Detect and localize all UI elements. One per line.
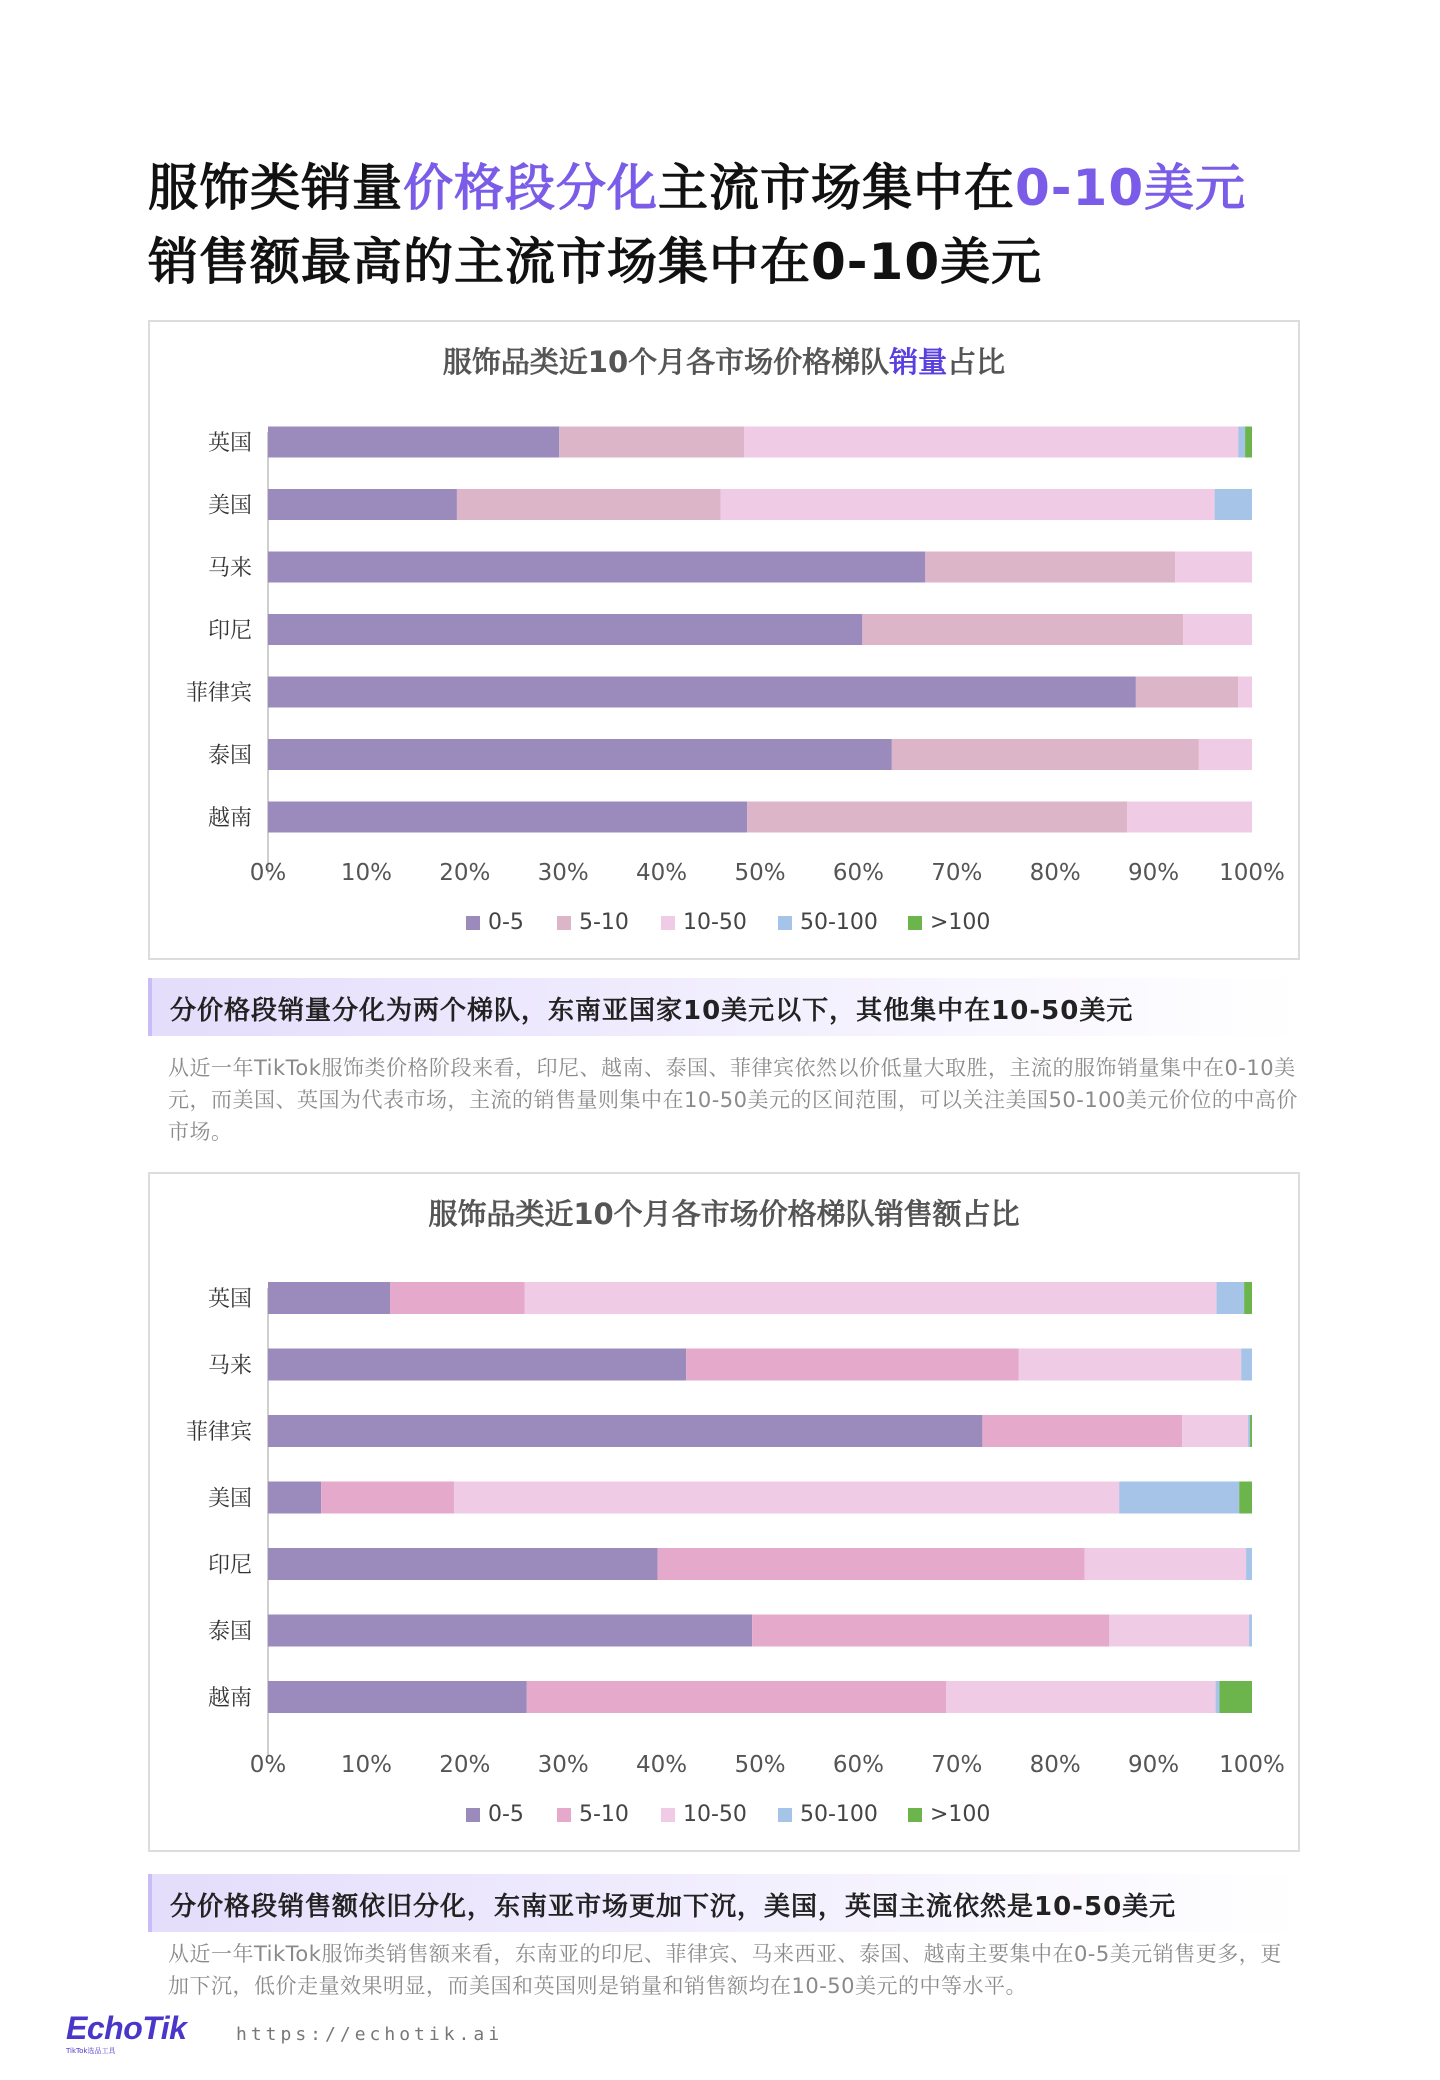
bar-segment	[268, 1681, 527, 1713]
chart-title-part: 占比	[947, 345, 1006, 379]
x-tick-label: 40%	[636, 860, 688, 886]
x-tick-label: 10%	[340, 860, 392, 886]
bar-segment	[268, 1548, 658, 1580]
chart-title: 服饰品类近10个月各市场价格梯队销售额占比	[428, 1197, 1020, 1231]
bar-segment	[1250, 1415, 1252, 1447]
x-tick-label: 70%	[931, 860, 983, 886]
x-tick-label: 100%	[1219, 1752, 1285, 1778]
legend-label: 0-5	[488, 910, 524, 935]
section1-banner-text: 分价格段销量分化为两个梯队，东南亚国家10美元以下，其他集中在10-50美元	[170, 996, 1134, 1026]
category-label: 美国	[207, 1486, 252, 1512]
legend-swatch	[466, 916, 480, 930]
x-tick-label: 60%	[832, 1752, 884, 1778]
echotik-logo-subtitle: TikTok选品工具	[66, 2047, 116, 2055]
legend-swatch	[557, 1808, 571, 1822]
legend-label: >100	[930, 910, 991, 935]
bar-segment	[744, 427, 1238, 458]
sales-volume-chart-svg	[150, 322, 1298, 958]
sales-amount-chart	[148, 1172, 1300, 1852]
x-tick-label: 20%	[439, 860, 491, 886]
category-label: 英国	[207, 1287, 252, 1312]
bar-segment	[268, 677, 1136, 708]
legend-label: 10-50	[683, 910, 747, 935]
legend-swatch	[908, 916, 922, 930]
bar-segment	[268, 489, 457, 520]
bar-segment	[1183, 614, 1252, 645]
bar-segment	[1244, 1282, 1252, 1314]
bar-segment	[268, 1415, 982, 1447]
bar-segment	[1175, 552, 1252, 583]
bar-segment	[1182, 1415, 1248, 1447]
x-tick-label: 50%	[734, 860, 786, 886]
bar-segment	[527, 1681, 946, 1713]
legend-label: 0-5	[488, 1802, 524, 1827]
sales-volume-chart	[148, 320, 1300, 960]
bar-segment	[1248, 1415, 1250, 1447]
bar-segment	[1085, 1548, 1246, 1580]
chart-title	[443, 345, 1005, 379]
category-label: 泰国	[207, 743, 252, 769]
category-label: 印尼	[207, 618, 252, 644]
bar-segment	[892, 739, 1199, 770]
legend-label: 5-10	[579, 1802, 629, 1827]
bar-segment	[686, 1349, 1019, 1381]
x-tick-label: 20%	[439, 1752, 491, 1778]
bar-segment	[390, 1282, 525, 1314]
x-tick-label: 30%	[537, 1752, 589, 1778]
bar-segment	[559, 427, 744, 458]
footer-url[interactable]: https://echotik.ai	[236, 2024, 504, 2045]
bar-segment	[1249, 1615, 1252, 1647]
x-tick-label: 90%	[1128, 1752, 1180, 1778]
x-tick-label: 30%	[537, 860, 589, 886]
bar-segment	[1109, 1615, 1249, 1647]
bar-segment	[862, 614, 1183, 645]
legend-swatch	[908, 1808, 922, 1822]
bar-segment	[1199, 739, 1252, 770]
legend-swatch	[661, 1808, 675, 1822]
sales-amount-chart-svg	[150, 1174, 1298, 1850]
x-tick-label: 90%	[1128, 860, 1180, 886]
category-label: 菲律宾	[185, 681, 252, 706]
bar-segment	[268, 1615, 752, 1647]
bar-segment	[658, 1548, 1085, 1580]
chart-title-part: 服饰品类近10个月各市场价格梯队	[442, 345, 890, 379]
category-label: 英国	[207, 431, 252, 456]
bar-segment	[1119, 1482, 1239, 1514]
bar-segment	[721, 489, 1215, 520]
bar-segment	[752, 1615, 1109, 1647]
legend-label: >100	[930, 1802, 991, 1827]
x-tick-label: 80%	[1029, 1752, 1081, 1778]
bar-segment	[1220, 1681, 1252, 1713]
bar-segment	[982, 1415, 1182, 1447]
legend-swatch	[557, 916, 571, 930]
legend-swatch	[778, 916, 792, 930]
category-label: 马来	[207, 1353, 252, 1379]
bar-segment	[1215, 489, 1252, 520]
bar-segment	[525, 1282, 1217, 1314]
chart-title-highlight: 销量	[889, 345, 948, 379]
category-label: 越南	[207, 806, 252, 831]
bar-segment	[1239, 1482, 1252, 1514]
x-tick-label: 60%	[832, 860, 884, 886]
bar-segment	[268, 739, 892, 770]
bar-segment	[1217, 1282, 1245, 1314]
bar-segment	[457, 489, 721, 520]
bar-segment	[925, 552, 1175, 583]
x-tick-label: 10%	[340, 1752, 392, 1778]
title-part: 主流市场集中在	[658, 159, 1015, 217]
bar-segment	[1216, 1681, 1220, 1713]
bar-segment	[268, 552, 925, 583]
bar-segment	[1241, 1349, 1252, 1381]
page-title	[148, 148, 1246, 220]
bar-segment	[454, 1482, 1119, 1514]
bar-segment	[1127, 802, 1252, 833]
x-tick-label: 70%	[931, 1752, 983, 1778]
category-label: 菲律宾	[185, 1420, 252, 1445]
section2-banner	[148, 1874, 1300, 1932]
bar-segment	[1136, 677, 1238, 708]
bar-segment	[268, 1282, 390, 1314]
bar-segment	[946, 1681, 1216, 1713]
category-label: 越南	[207, 1686, 252, 1711]
x-tick-label: 0%	[249, 860, 287, 886]
x-tick-label: 40%	[636, 1752, 688, 1778]
legend-label: 10-50	[683, 1802, 747, 1827]
x-tick-label: 100%	[1219, 860, 1285, 886]
title-part: 服饰类销量	[148, 159, 403, 217]
legend-swatch	[778, 1808, 792, 1822]
bar-segment	[268, 1349, 686, 1381]
bar-segment	[268, 427, 559, 458]
echotik-logo: EchoTik	[66, 2010, 187, 2046]
x-tick-label: 0%	[249, 1752, 287, 1778]
section2-banner-text: 分价格段销售额依旧分化，东南亚市场更加下沉，美国，英国主流依然是10-50美元	[170, 1892, 1177, 1922]
bar-segment	[268, 1482, 321, 1514]
section1-banner	[148, 978, 1300, 1036]
bar-segment	[747, 802, 1127, 833]
page-subtitle: 销售额最高的主流市场集中在0-10美元	[148, 233, 1043, 291]
legend-label: 50-100	[800, 910, 878, 935]
category-label: 泰国	[207, 1619, 252, 1645]
bar-segment	[1245, 427, 1252, 458]
legend-label: 50-100	[800, 1802, 878, 1827]
bar-segment	[1019, 1349, 1241, 1381]
bar-segment	[268, 802, 747, 833]
category-label: 马来	[207, 556, 252, 581]
bar-segment	[1246, 1548, 1252, 1580]
category-label: 印尼	[207, 1553, 252, 1578]
title-highlight: 0-10美元	[1015, 159, 1247, 217]
x-tick-label: 80%	[1029, 860, 1081, 886]
bar-segment	[268, 614, 862, 645]
x-tick-label: 50%	[734, 1752, 786, 1778]
category-label: 美国	[207, 493, 252, 519]
legend-swatch	[661, 916, 675, 930]
legend-swatch	[466, 1808, 480, 1822]
bar-segment	[321, 1482, 454, 1514]
section2-paragraph: 从近一年TikTok服饰类销售额来看，东南亚的印尼、菲律宾、马来西亚、泰国、越南主要集中在0-5美元销售更多，更加下沉，低价走量效果明显，而美国和英国则是销量和销售额均在10-50美元的中等水平。	[168, 1942, 1282, 1998]
title-highlight: 价格段分化	[403, 159, 658, 217]
bar-segment	[1238, 427, 1245, 458]
legend-label: 5-10	[579, 910, 629, 935]
bar-segment	[1238, 677, 1252, 708]
section1-paragraph: 从近一年TikTok服饰类价格阶段来看，印尼、越南、泰国、菲律宾依然以价低量大取胜，主流的服饰销量集中在0-10美元，而美国、英国为代表市场，主流的销售量则集中在10-50美元的区间范围，可以关注美国50-100美元价位的中高价市场。	[168, 1056, 1298, 1144]
